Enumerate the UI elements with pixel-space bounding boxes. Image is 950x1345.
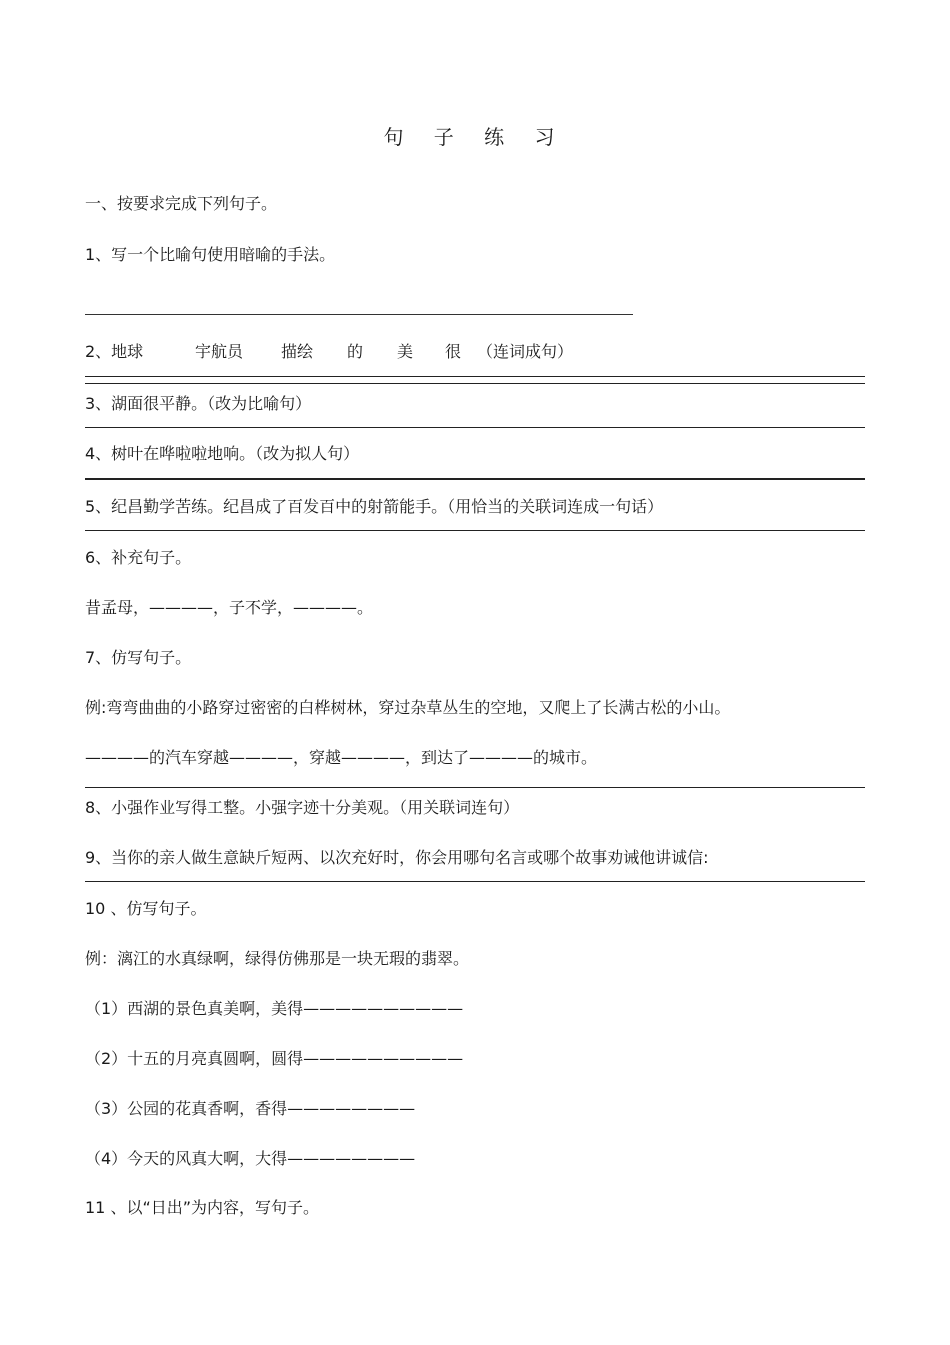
answer-line-9: [85, 881, 865, 882]
question-10: 10 、仿写句子。: [85, 899, 207, 918]
question-11: 11 、以“日出”为内容，写句子。: [85, 1198, 320, 1217]
question-3: 3、湖面很平静。（改为比喻句）: [85, 394, 312, 413]
page-title: 句 子 练 习: [383, 125, 567, 149]
section-heading: 一、按要求完成下列句子。: [85, 194, 278, 213]
question-6-fill: 昔孟母，————，子不学，————。: [85, 598, 374, 617]
question-7-example: 例:弯弯曲曲的小路穿过密密的白桦树林，穿过杂草丛生的空地，又爬上了长满古松的小山。: [85, 698, 731, 717]
question-7-fill: ————的汽车穿越————，穿越————，到达了————的城市。: [85, 748, 598, 767]
word-4: 美: [397, 342, 414, 361]
question-6: 6、补充句子。: [85, 548, 192, 567]
question-10-item-1: （1）西湖的景色真美啊，美得——————————: [85, 999, 464, 1018]
question-2-number: 2、地球: [85, 342, 144, 361]
question-7: 7、仿写句子。: [85, 648, 192, 667]
question-10-item-4: （4）今天的风真大啊，大得————————: [85, 1149, 416, 1168]
question-8: 8、小强作业写得工整。小强字迹十分美观。（用关联词连句）: [85, 798, 520, 817]
answer-line-1: [85, 314, 633, 315]
answer-line-4: [85, 478, 865, 480]
question-1: 1、写一个比喻句使用暗喻的手法。: [85, 245, 336, 264]
answer-line-2a: [85, 376, 865, 377]
word-1: 宇航员: [195, 342, 244, 361]
answer-line-7: [85, 787, 865, 788]
question-10-item-2: （2）十五的月亮真圆啊，圆得——————————: [85, 1049, 464, 1068]
question-5: 5、纪昌勤学苦练。纪昌成了百发百中的射箭能手。（用恰当的关联词连成一句话）: [85, 497, 664, 516]
answer-line-5: [85, 530, 865, 531]
word-2: 描绘: [281, 342, 314, 361]
word-5: 很: [445, 342, 462, 361]
question-4: 4、树叶在哗啦啦地响。（改为拟人句）: [85, 444, 360, 463]
question-9: 9、当你的亲人做生意缺斤短两、以次充好时，你会用哪句名言或哪个故事劝诫他讲诚信:: [85, 848, 709, 867]
question-10-item-3: （3）公园的花真香啊，香得————————: [85, 1099, 416, 1118]
question-10-example: 例：漓江的水真绿啊，绿得仿佛那是一块无瑕的翡翠。: [85, 949, 470, 968]
answer-line-2b: [85, 383, 865, 384]
question-2-instruction: （连词成句）: [477, 342, 574, 361]
answer-line-3: [85, 427, 865, 428]
word-3: 的: [347, 342, 364, 361]
